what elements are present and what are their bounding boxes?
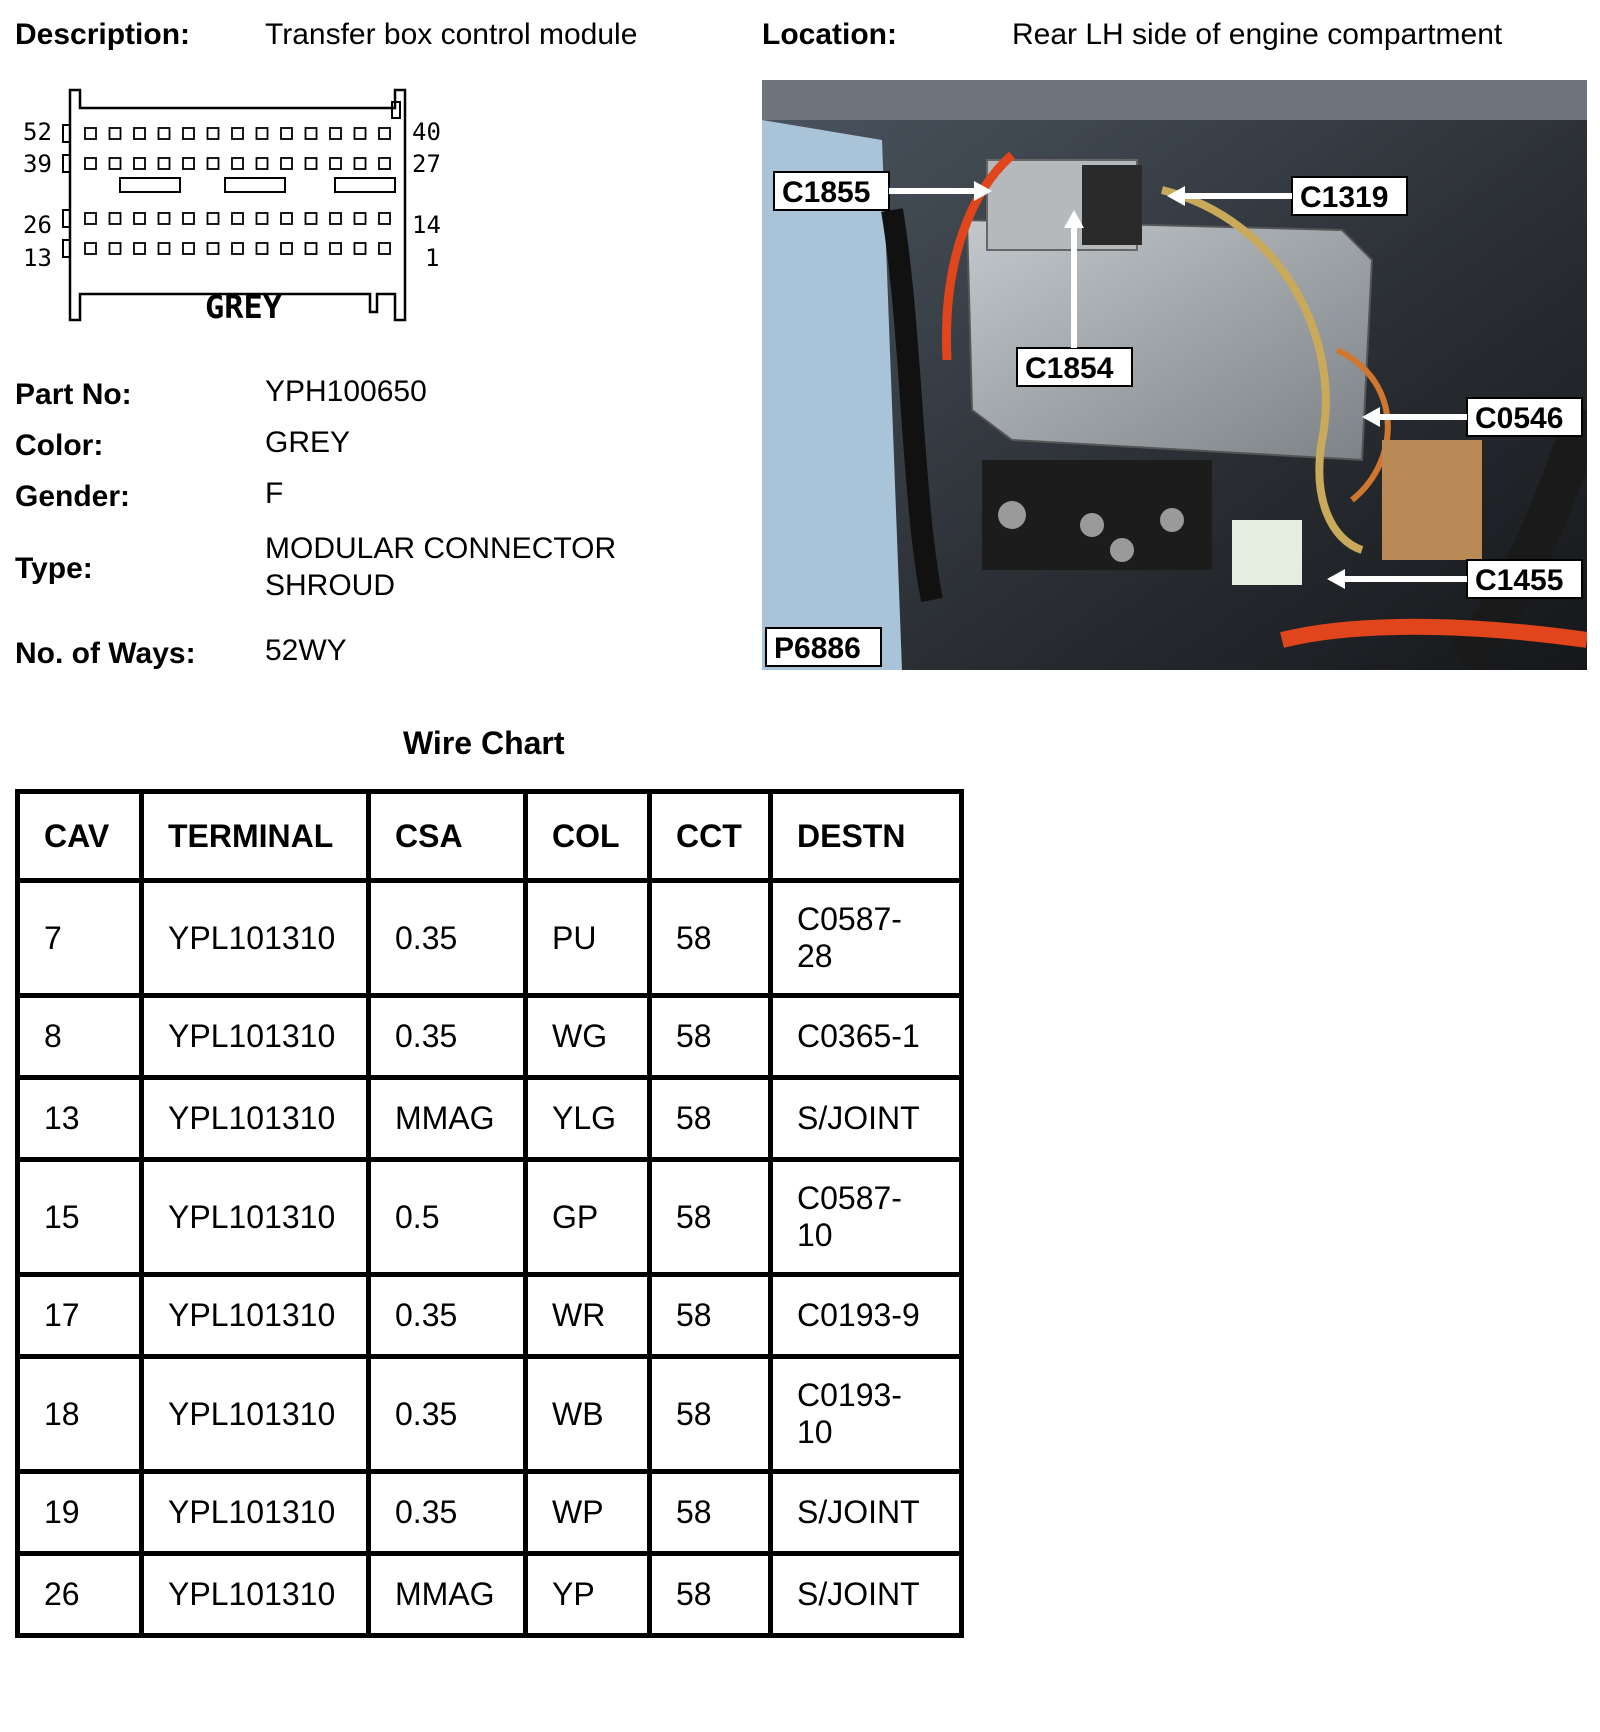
column-header-cct: CCT bbox=[650, 792, 771, 881]
cell-destn-line: C0587- bbox=[797, 1180, 902, 1216]
pin-cavity bbox=[110, 158, 121, 169]
wire-chart-table bbox=[15, 789, 964, 1638]
cell-destn-line: S/JOINT bbox=[797, 1494, 920, 1530]
pin-cavity bbox=[281, 158, 292, 169]
table-row bbox=[18, 1275, 962, 1357]
pin-cavity bbox=[134, 158, 145, 169]
cell-col: WP bbox=[526, 1472, 650, 1554]
svg-text:C1854: C1854 bbox=[1025, 352, 1114, 385]
pin-cavity bbox=[379, 243, 390, 254]
pin-label-26: 26 bbox=[23, 211, 52, 239]
pin-cavity bbox=[330, 213, 341, 224]
pin-cavity bbox=[134, 243, 145, 254]
table-row bbox=[18, 1078, 962, 1160]
cell-col: YLG bbox=[526, 1078, 650, 1160]
cell-csa: 0.35 bbox=[369, 1357, 526, 1472]
type-value bbox=[265, 530, 616, 604]
cell-col: PU bbox=[526, 881, 650, 996]
pin-cavity bbox=[306, 213, 317, 224]
pin-cavity bbox=[306, 158, 317, 169]
pin-cavity bbox=[110, 213, 121, 224]
cell-terminal: YPL101310 bbox=[142, 881, 369, 996]
pin-label-14: 14 bbox=[412, 211, 441, 239]
latch-slot bbox=[225, 178, 285, 192]
cell-cct: 58 bbox=[650, 1078, 771, 1160]
cell-destn-line: 28 bbox=[797, 938, 833, 974]
column-header-csa: CSA bbox=[369, 792, 526, 881]
pin-cavity bbox=[85, 243, 96, 254]
table-row bbox=[18, 881, 962, 996]
cell-cct: 58 bbox=[650, 1357, 771, 1472]
cell-destn-line: C0587- bbox=[797, 901, 902, 937]
table-header-row bbox=[18, 792, 962, 881]
pin-cavity bbox=[159, 128, 170, 139]
svg-text:C1455: C1455 bbox=[1475, 564, 1564, 597]
part-no-label: Part No: bbox=[15, 378, 132, 411]
pin-cavity bbox=[257, 213, 268, 224]
cell-cct: 58 bbox=[650, 1472, 771, 1554]
ways-value: 52WY bbox=[265, 634, 347, 667]
photo-top-panel bbox=[762, 80, 1587, 120]
gender-value: F bbox=[265, 477, 284, 510]
column-header-destn: DESTN bbox=[771, 792, 962, 881]
cell-col: GP bbox=[526, 1160, 650, 1275]
cell-destn-line: 10 bbox=[797, 1217, 833, 1253]
pin-cavity bbox=[355, 243, 366, 254]
pin-cavity bbox=[208, 213, 219, 224]
cell-destn bbox=[771, 1554, 962, 1636]
pin-label-1: 1 bbox=[425, 244, 440, 272]
photo-terminal bbox=[1080, 513, 1104, 537]
wire-chart-title: Wire Chart bbox=[403, 725, 565, 761]
type-value-line1: MODULAR CONNECTOR bbox=[265, 532, 617, 565]
photo-terminal bbox=[998, 501, 1026, 529]
cell-cct: 58 bbox=[650, 1160, 771, 1275]
connector-color-text: GREY bbox=[205, 288, 283, 326]
cell-csa: 0.35 bbox=[369, 1472, 526, 1554]
cell-csa: 0.35 bbox=[369, 881, 526, 996]
pin-cavity bbox=[281, 243, 292, 254]
pin-cavity bbox=[281, 128, 292, 139]
table-row bbox=[18, 1472, 962, 1554]
location-photo bbox=[762, 80, 1587, 670]
column-header-col: COL bbox=[526, 792, 650, 881]
pin-cavity bbox=[330, 128, 341, 139]
pin-cavity bbox=[110, 128, 121, 139]
pin-cavity bbox=[257, 128, 268, 139]
cell-cct: 58 bbox=[650, 1275, 771, 1357]
pin-cavity bbox=[379, 213, 390, 224]
cell-cav: 18 bbox=[18, 1357, 142, 1472]
pin-cavity bbox=[208, 243, 219, 254]
connector-face-diagram bbox=[15, 80, 495, 350]
cell-col: YP bbox=[526, 1554, 650, 1636]
pin-cavity bbox=[110, 243, 121, 254]
wire-chart-body bbox=[18, 881, 962, 1636]
pin-cavity bbox=[159, 243, 170, 254]
pin-label-27: 27 bbox=[412, 150, 441, 178]
cell-cct: 58 bbox=[650, 1554, 771, 1636]
cell-destn bbox=[771, 1357, 962, 1472]
pin-cavity bbox=[232, 128, 243, 139]
cell-terminal: YPL101310 bbox=[142, 1554, 369, 1636]
location-label: Location: bbox=[762, 18, 897, 51]
pin-cavity bbox=[208, 128, 219, 139]
cell-col: WB bbox=[526, 1357, 650, 1472]
pin-cavity bbox=[355, 128, 366, 139]
color-label: Color: bbox=[15, 429, 104, 462]
cell-cav: 7 bbox=[18, 881, 142, 996]
photo-control-module bbox=[967, 220, 1372, 460]
pin-cavity bbox=[183, 243, 194, 254]
pin-cavity bbox=[306, 243, 317, 254]
pin-cavity bbox=[183, 213, 194, 224]
pin-cavity bbox=[208, 158, 219, 169]
cell-destn-line: C0193-9 bbox=[797, 1297, 920, 1333]
column-header-cav: CAV bbox=[18, 792, 142, 881]
cell-cav: 17 bbox=[18, 1275, 142, 1357]
table-row bbox=[18, 996, 962, 1078]
cell-terminal: YPL101310 bbox=[142, 1078, 369, 1160]
svg-text:C0546: C0546 bbox=[1475, 402, 1564, 435]
svg-text:C1855: C1855 bbox=[782, 176, 871, 209]
cell-col: WG bbox=[526, 996, 650, 1078]
pin-cavity bbox=[257, 243, 268, 254]
cell-destn bbox=[771, 881, 962, 996]
pin-label-39: 39 bbox=[23, 150, 52, 178]
cell-cav: 19 bbox=[18, 1472, 142, 1554]
cell-destn bbox=[771, 1275, 962, 1357]
cell-terminal: YPL101310 bbox=[142, 1357, 369, 1472]
pin-cavity bbox=[232, 243, 243, 254]
type-label: Type: bbox=[15, 552, 93, 585]
description-label: Description: bbox=[15, 18, 191, 51]
location-value: Rear LH side of engine compartment bbox=[1012, 18, 1503, 51]
cell-destn bbox=[771, 1472, 962, 1554]
svg-text:C1319: C1319 bbox=[1300, 181, 1389, 214]
latch-slot bbox=[120, 178, 180, 192]
pin-cavity bbox=[134, 213, 145, 224]
cell-cav: 26 bbox=[18, 1554, 142, 1636]
photo-relay-box bbox=[1382, 440, 1482, 560]
table-row bbox=[18, 1554, 962, 1636]
pin-cavity bbox=[159, 158, 170, 169]
part-no-value: YPH100650 bbox=[265, 375, 427, 408]
pin-cavity bbox=[134, 128, 145, 139]
pin-cavity bbox=[281, 213, 292, 224]
pin-cavity bbox=[159, 213, 170, 224]
cell-col: WR bbox=[526, 1275, 650, 1357]
cell-cct: 58 bbox=[650, 996, 771, 1078]
pin-cavity bbox=[355, 158, 366, 169]
photo-white-connector bbox=[1232, 520, 1302, 585]
color-value: GREY bbox=[265, 426, 351, 459]
cell-destn-line: S/JOINT bbox=[797, 1100, 920, 1136]
pin-label-52: 52 bbox=[23, 118, 52, 146]
pin-cavity bbox=[183, 158, 194, 169]
pin-cavity bbox=[355, 213, 366, 224]
pin-cavity bbox=[330, 158, 341, 169]
cell-csa: 0.35 bbox=[369, 996, 526, 1078]
cell-cav: 8 bbox=[18, 996, 142, 1078]
cell-destn bbox=[771, 996, 962, 1078]
cell-cav: 15 bbox=[18, 1160, 142, 1275]
pin-label-13: 13 bbox=[23, 244, 52, 272]
description-value: Transfer box control module bbox=[265, 18, 638, 51]
cell-destn-line: C0193- bbox=[797, 1377, 902, 1413]
svg-text:P6886: P6886 bbox=[774, 632, 861, 665]
cell-destn-line: 10 bbox=[797, 1414, 833, 1450]
pin-cavity bbox=[306, 128, 317, 139]
cell-cct: 58 bbox=[650, 881, 771, 996]
cell-destn-line: C0365-1 bbox=[797, 1018, 920, 1054]
pin-cavity bbox=[183, 128, 194, 139]
table-row bbox=[18, 1357, 962, 1472]
type-value-line2: SHROUD bbox=[265, 569, 396, 602]
cell-terminal: YPL101310 bbox=[142, 1275, 369, 1357]
cell-cav: 13 bbox=[18, 1078, 142, 1160]
cell-csa: 0.35 bbox=[369, 1275, 526, 1357]
cell-destn bbox=[771, 1160, 962, 1275]
pin-label-40: 40 bbox=[412, 118, 441, 146]
pin-cavity bbox=[232, 213, 243, 224]
gender-label: Gender: bbox=[15, 480, 131, 513]
pin-cavity bbox=[379, 128, 390, 139]
cell-terminal: YPL101310 bbox=[142, 1472, 369, 1554]
pin-cavity bbox=[330, 243, 341, 254]
pin-cavity bbox=[379, 158, 390, 169]
pin-cavity bbox=[85, 128, 96, 139]
cell-destn-line: S/JOINT bbox=[797, 1576, 920, 1612]
connector-shroud-outline bbox=[70, 90, 405, 320]
cell-terminal: YPL101310 bbox=[142, 1160, 369, 1275]
pin-cavity bbox=[85, 213, 96, 224]
ways-label: No. of Ways: bbox=[15, 637, 196, 670]
latch-slot bbox=[335, 178, 395, 192]
pin-cavity bbox=[232, 158, 243, 169]
cell-csa: MMAG bbox=[369, 1554, 526, 1636]
photo-id-label bbox=[766, 628, 881, 666]
photo-connector-block bbox=[1082, 165, 1142, 245]
photo-terminal bbox=[1160, 508, 1184, 532]
pin-cavity bbox=[257, 158, 268, 169]
column-header-terminal: TERMINAL bbox=[142, 792, 369, 881]
cell-csa: 0.5 bbox=[369, 1160, 526, 1275]
cell-destn bbox=[771, 1078, 962, 1160]
pin-cavity bbox=[85, 158, 96, 169]
cell-terminal: YPL101310 bbox=[142, 996, 369, 1078]
cell-csa: MMAG bbox=[369, 1078, 526, 1160]
photo-terminal bbox=[1110, 538, 1134, 562]
table-row bbox=[18, 1160, 962, 1275]
